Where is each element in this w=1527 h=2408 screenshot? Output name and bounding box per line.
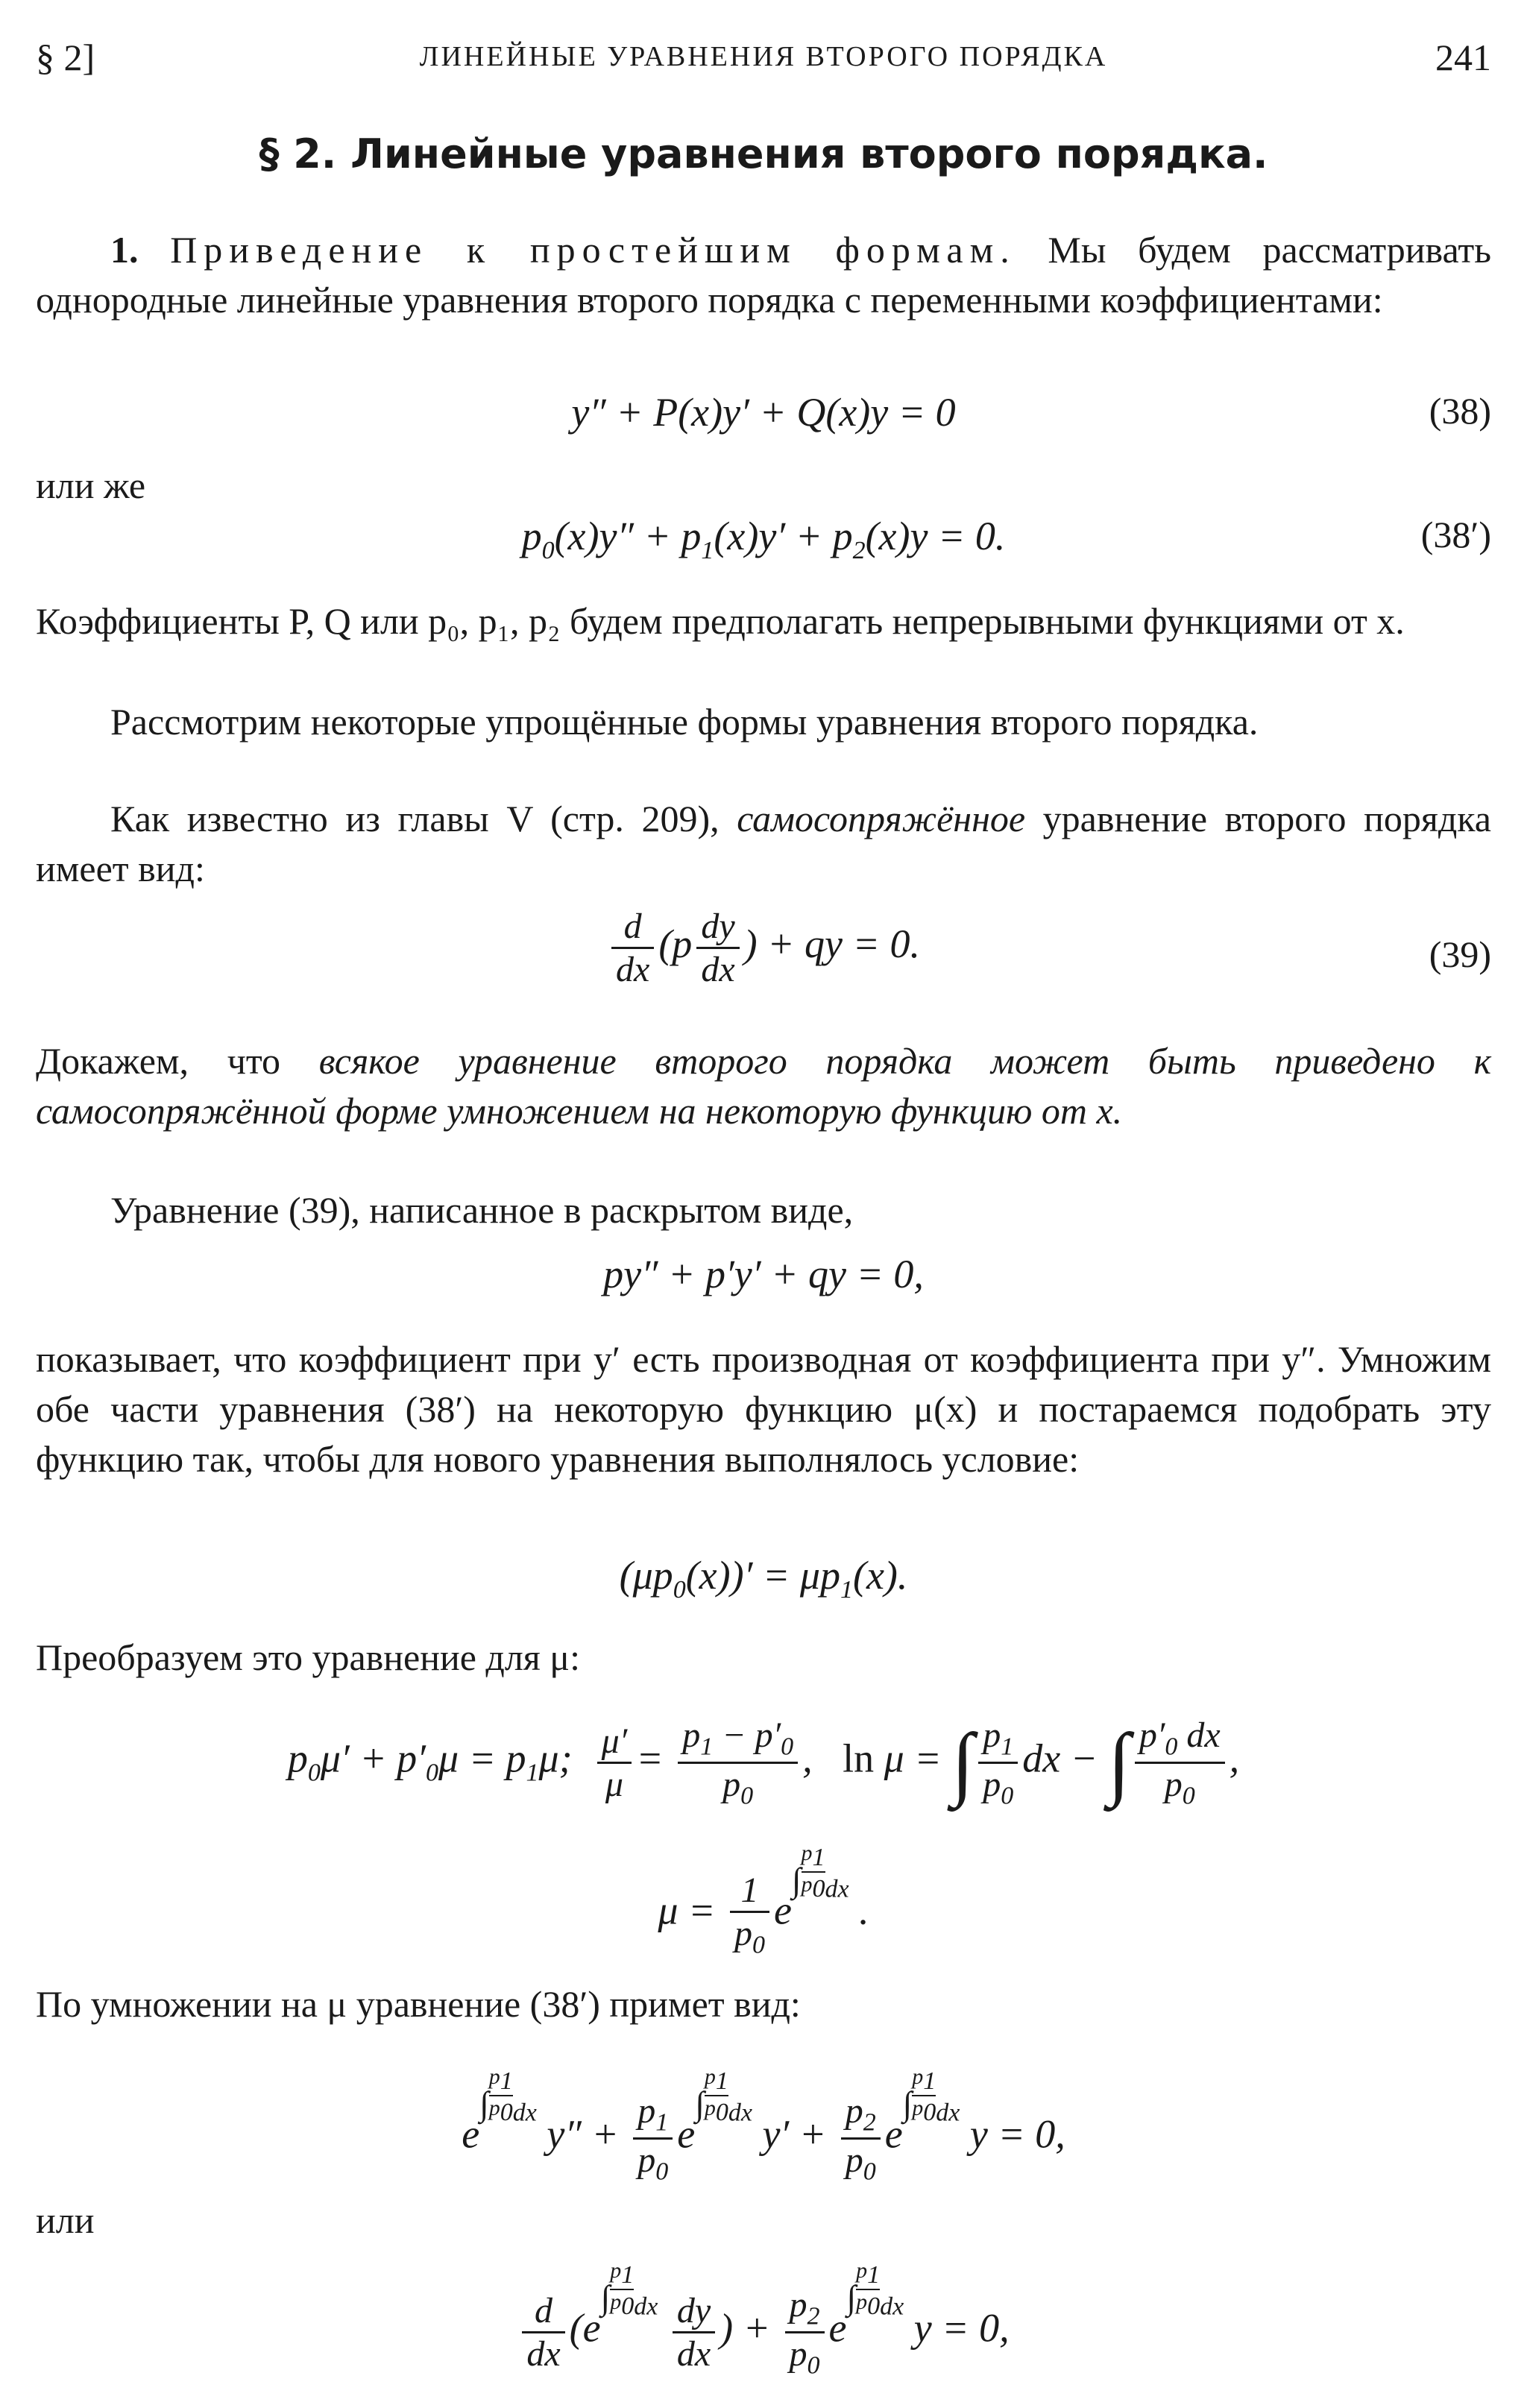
header-running-title: ЛИНЕЙНЫЕ УРАВНЕНИЯ ВТОРОГО ПОРЯДКА — [419, 41, 1108, 72]
header-section: § 2] — [36, 37, 95, 78]
equation-number-38-prime: (38′) — [1420, 514, 1491, 555]
equation-mu-solution: μ = $\frac{1}{p_0}$ e∫ $\frac{p_1}{p_0}^{dx}$ . — [658, 1841, 869, 1959]
text-or: или — [36, 2199, 95, 2241]
term-self-adjoint: самосопряжённое — [737, 798, 1026, 839]
equation-mu-derivation: $p_0\mu' + p'_0\mu = p_1\mu$; $\frac{\mu'}{\mu}$ = $\frac{p_1 - p'_0}{p_0}$ , ln μ = ∫ $\frac{p_1}{p_0}$ dx − ∫ $\frac{p'_0 dx}{p_0}$ , — [287, 1715, 1240, 1810]
paragraph-coefficients: Коэффициенты P, Q или p₀, p₁, p₂ будем предполагать непрерывными функциями от x. — [36, 600, 1405, 642]
equation-number-39: (39) — [1429, 933, 1491, 975]
text-or-same: или же — [36, 464, 146, 506]
header-page-number: 241 — [1435, 37, 1491, 78]
equation-38-prime: $p_0(x)y'' + p_1(x)y' + p_2(x)y = 0$. (38′) — [521, 514, 1491, 564]
equation-multiplied: e∫ $\frac{p_1}{p_0}^{dx}$ y″ + $\frac{p_1}{p_0}$ e∫ $\frac{p_1}{p_0}^{dx}$ y′ + $\frac{p_2}{p_0}$ e∫ $\frac{p_1}{p_0}^{dx}$ y = 0, — [462, 2064, 1065, 2186]
theorem-statement: всякое уравнение второго порядка может быть приведено к самосопряжённой форме умножением на некоторую функцию от x. — [36, 1040, 1491, 1132]
paragraph-intro — [36, 225, 1491, 325]
paragraph-after-multiply: По умножении на μ уравнение (38′) примет вид: — [36, 1983, 801, 2025]
equation-number-38: (38) — [1429, 390, 1491, 432]
paragraph-transform: Преобразуем это уравнение для μ: — [36, 1636, 581, 1678]
paragraph-self-adjoint: Как известно из главы V (стр. 209), самосопряжённое уравнение второго порядка имеет вид: — [36, 798, 1491, 889]
paragraph-theorem: Докажем, что всякое уравнение второго порядка может быть приведено к самосопряжённой форме умножением на некоторую функцию от x. — [36, 1040, 1491, 1132]
paragraph-text: Мы будем рассматривать однородные линейные уравнения второго порядка с переменными коэффициентами: — [36, 229, 1491, 321]
equation-condition: $(\mu p_0(x))' = \mu p_1(x)$. — [619, 1553, 908, 1604]
equation-39: $\frac{d}{dx}$ (p $\frac{dy}{dx}$ ) + qy = 0. (39) — [0, 906, 1527, 990]
page-header — [36, 36, 1491, 88]
equation-expanded: py″ + p′y′ + qy = 0, — [603, 1252, 924, 1296]
equation-38: y″ + P(x)y′ + Q(x)y = 0 (38) — [571, 390, 1491, 435]
paragraph-heading: Приведение к простейшим формам. — [170, 229, 1016, 271]
paragraph-expanded: Уравнение (39), написанное в раскрытом виде, — [110, 1189, 854, 1231]
paragraph-multiply: показывает, что коэффициент при y′ есть производная от коэффициента при y″. Умножим обе части уравнения (38′) на некоторую функцию μ(x) и постараемся подобрать эту функцию так, чтобы для нового уравнения выполнялось условие: — [36, 1338, 1491, 1480]
paragraph-number: 1. — [110, 229, 139, 271]
equation-self-adjoint-form: $\frac{d}{dx}$ (e∫ $\frac{p_1}{p_0}^{dx}$ $\frac{dy}{dx}$ ) + $\frac{p_2}{p_0}$ e∫ $\frac{p_1}{p_0}^{dx}$ y = 0, — [0, 2259, 1527, 2380]
paragraph-simplified-forms: Рассмотрим некоторые упрощённые формы уравнения второго порядка. — [110, 701, 1259, 743]
section-title: § 2. Линейные уравнения второго порядка. — [259, 130, 1268, 177]
